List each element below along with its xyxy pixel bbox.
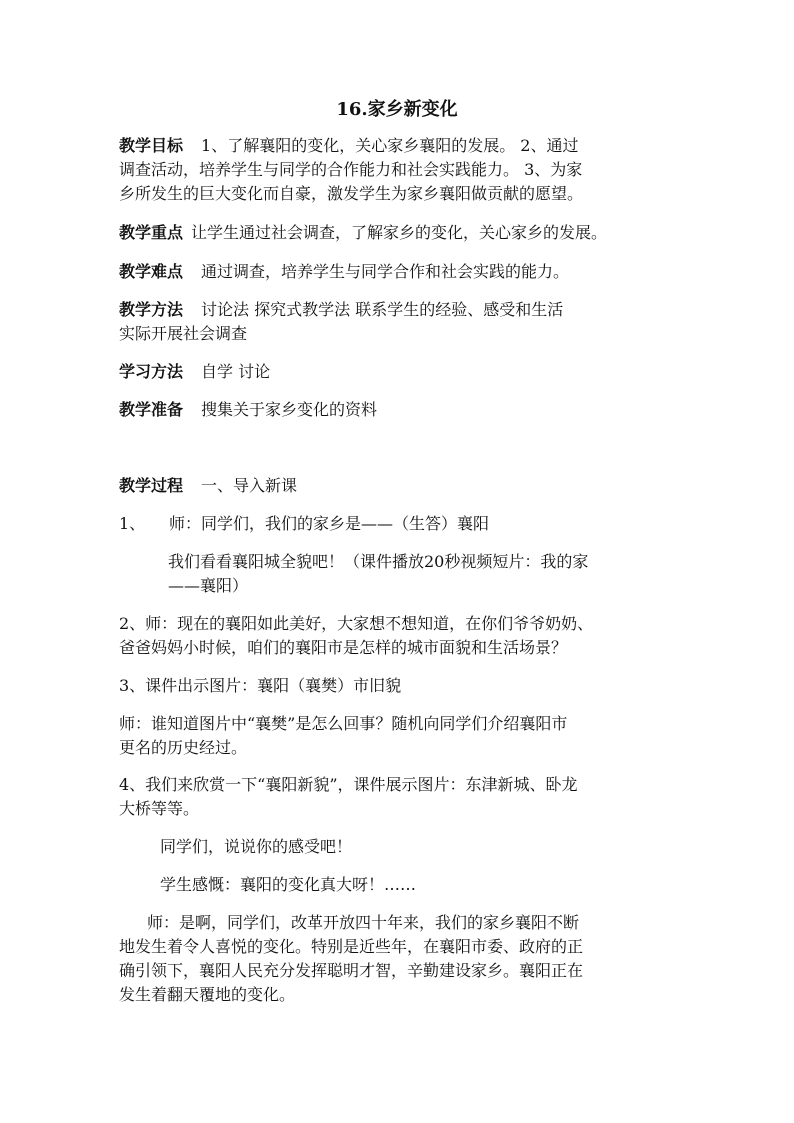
step-1-number: 1、 (119, 514, 146, 533)
step-1-text: 师：同学们，我们的家乡是——（生答）襄阳 (169, 514, 490, 533)
difficulty-label: 教学难点 (119, 262, 184, 281)
teacher-question-line-1: 师：谁知道图片中“襄樊”是怎么回事？随机向同学们介绍襄阳市 (119, 714, 568, 733)
step-2-line-2: 爸爸妈妈小时候，咱们的襄阳市是怎样的城市面貌和生活场景？ (119, 638, 568, 657)
step-3-text: 3、课件出示图片：襄阳（襄樊）市旧貌 (119, 676, 402, 695)
step-1-sub (168, 550, 738, 598)
teacher-closing-line-1: 师：是啊，同学们，改革开放四十年来，我们的家乡襄阳不断 (147, 913, 580, 932)
methods-label: 教学方法 (119, 300, 184, 319)
objectives-line-3: 乡所发生的巨大变化而自豪，激发学生为家乡襄阳做贡献的愿望。 (119, 184, 584, 203)
objectives-label: 教学目标 (119, 136, 184, 155)
teacher-closing-line-3: 确引领下，襄阳人民充分发挥聪明才智，辛勤建设家乡。襄阳正在 (119, 961, 584, 980)
page-title: 16.家乡新变化 (336, 99, 458, 120)
teacher-question (119, 712, 689, 760)
teacher-closing (119, 911, 689, 1007)
learning-methods-label: 学习方法 (119, 362, 184, 381)
step-1-sub-line-2: ——襄阳） (168, 576, 249, 595)
process-label: 教学过程 (119, 476, 184, 495)
objectives-section (119, 134, 689, 206)
preparation-section (119, 398, 689, 422)
key-point-text: 让学生通过社会调查，了解家乡的变化，关心家乡的发展。 (191, 223, 608, 242)
learning-methods-section (119, 360, 689, 384)
methods-text-2: 实际开展社会调查 (119, 324, 248, 343)
step-1 (119, 512, 689, 536)
teacher-closing-line-4: 发生着翻天覆地的变化。 (119, 985, 296, 1004)
process-intro: 一、导入新课 (201, 476, 298, 495)
teacher-question-line-2: 更名的历史经过。 (119, 738, 248, 757)
preparation-text: 搜集关于家乡变化的资料 (201, 400, 378, 419)
objectives-text-1: 1、了解襄阳的变化，关心家乡襄阳的发展。 2、通过 (201, 136, 579, 155)
step-4-line-2: 大桥等等。 (119, 799, 200, 818)
teacher-closing-line-2: 地发生着令人喜悦的变化。特别是近些年，在襄阳市委、政府的正 (119, 937, 584, 956)
methods-text-1: 讨论法 探究式教学法 联系学生的经验、感受和生活 (201, 300, 564, 319)
objectives-line-2: 调查活动，培养学生与同学的合作能力和社会实践能力。 3、为家 (119, 160, 583, 179)
methods-section (119, 298, 689, 346)
learning-methods-text: 自学 讨论 (201, 362, 271, 381)
step-4-line-1: 4、我们来欣赏一下“襄阳新貌”，课件展示图片：东津新城、卧龙 (119, 775, 578, 794)
key-point-section (119, 221, 689, 245)
difficulty-section (119, 260, 689, 284)
step-3 (119, 674, 689, 698)
step-2 (119, 612, 689, 660)
process-heading (119, 474, 689, 498)
objectives-line-1 (119, 134, 689, 158)
step-4 (119, 773, 689, 821)
key-point-label: 教学重点 (119, 223, 184, 242)
difficulty-text: 通过调查，培养学生与同学合作和社会实践的能力。 (201, 262, 570, 281)
student-response: 学生感慨：襄阳的变化真大呀！…… (160, 875, 417, 894)
step-2-line-1: 2、师：现在的襄阳如此美好，大家想不想知道，在你们爷爷奶奶、 (119, 614, 594, 633)
preparation-label: 教学准备 (119, 400, 184, 419)
feelings-prompt: 同学们，说说你的感受吧！ (160, 837, 353, 856)
step-1-sub-line-1: 我们看看襄阳城全貌吧！（课件播放20秒视频短片：我的家 (168, 552, 589, 571)
